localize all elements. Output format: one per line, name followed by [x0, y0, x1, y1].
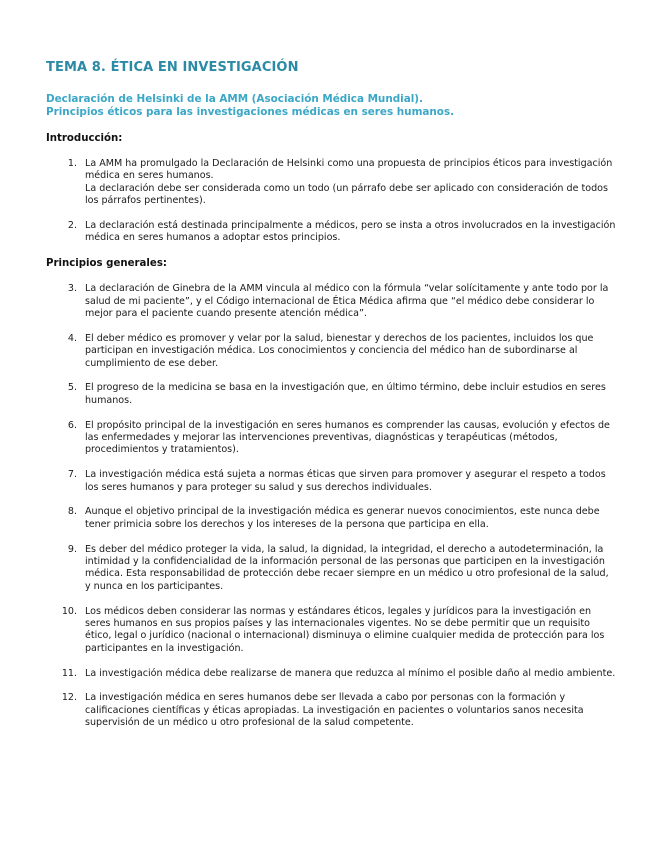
item-number: 4. — [67, 332, 77, 344]
item-number: 2. — [67, 220, 77, 232]
subtitle-line-1: Declaración de Helsinki de la AMM (Asociación Médica Mundial). — [46, 93, 423, 105]
item-number: 5. — [67, 382, 77, 394]
item-text: El propósito principal de la investigación en seres humanos es comprender las causas, evolución y efectos de las enfermedades y mejorar las intervenciones preventivas, diagnósticas y terapéuticas (métodos, procedimientos y tratamientos). — [85, 419, 610, 456]
document-page — [46, 60, 616, 742]
list-item — [46, 692, 616, 729]
item-number: 9. — [67, 543, 77, 555]
list-item — [46, 668, 616, 680]
item-number: 6. — [67, 419, 77, 431]
list-item — [46, 506, 616, 531]
subtitle-line-2: Principios éticos para las investigaciones médicas en seres humanos. — [46, 106, 455, 118]
list-item — [46, 544, 616, 594]
document-subtitle — [46, 93, 616, 119]
item-text: La declaración de Ginebra de la AMM vincula al médico con la fórmula “velar solícitamente y ante todo por la salud de mi paciente”, y el Código internacional de Ética Médica afirma que “el médico debe considerar lo mejor para el paciente cuando presente atención médica”. — [85, 283, 609, 320]
item-number: 8. — [67, 506, 77, 518]
list-item — [46, 158, 616, 208]
list-item — [46, 220, 616, 245]
item-text: La AMM ha promulgado la Declaración de Helsinki como una propuesta de principios éticos para investigación médica en seres humanos. — [85, 158, 613, 182]
list-item — [46, 606, 616, 656]
list-item — [46, 469, 616, 494]
general-principles-list — [46, 283, 616, 729]
item-number: 1. — [67, 158, 77, 169]
list-item — [46, 333, 616, 370]
intro-list — [46, 158, 616, 245]
item-text: La investigación médica está sujeta a normas éticas que sirven para promover y asegurar el respeto a todos los seres humanos y para proteger su salud y sus derechos individuales. — [85, 469, 606, 493]
item-number: 11. — [61, 667, 77, 679]
item-text: La investigación médica en seres humanos debe ser llevada a cabo por personas con la formación y calificaciones científicas y éticas apropiadas. La investigación en pacientes o voluntarios sanos necesita supervisión de un médico u otro profesional de la salud competente. — [85, 692, 584, 729]
list-item — [46, 420, 616, 457]
page-title: TEMA 8. ÉTICA EN INVESTIGACIÓN — [46, 60, 299, 75]
item-number: 10. — [61, 605, 77, 617]
item-number: 12. — [61, 692, 77, 704]
item-text: Es deber del médico proteger la vida, la salud, la dignidad, la integridad, el derecho a autodeterminación, la intimidad y la confidencialidad de la información personal de las personas que participen en la investigación médica. Esta responsabilidad de protección debe recaer siempre en un médico u otro profesional de la salud, y nunca en los participantes. — [85, 543, 609, 592]
item-number: 3. — [67, 283, 77, 295]
item-text: El deber médico es promover y velar por la salud, bienestar y derechos de los pacientes, incluidos los que participan en investigación médica. Los conocimientos y conciencia del médico han de subordinarse al cumplimiento de ese deber. — [85, 332, 594, 369]
item-text: Aunque el objetivo principal de la investigación médica es generar nuevos conocimientos, este nunca debe tener primicia sobre los derechos y los intereses de la persona que participa en ella. — [85, 506, 600, 530]
item-text: La declaración está destinada principalmente a médicos, pero se insta a otros involucrados en la investigación médica en seres humanos a adoptar estos principios. — [85, 220, 616, 244]
item-text: Los médicos deben considerar las normas y estándares éticos, legales y jurídicos para la investigación en seres humanos en sus propios países y las internacionales vigentes. No se debe permitir que un requisito ético, legal o jurídico (nacional o internacional) disminuya o elimine cualquier medida de protección para los participantes en la investigación. — [85, 605, 605, 654]
intro-heading: Introducción: — [46, 133, 123, 144]
general-principles-heading: Principios generales: — [46, 258, 167, 270]
list-item — [46, 283, 616, 320]
item-text: El progreso de la medicina se basa en la investigación que, en último término, debe incluir estudios en seres humanos. — [85, 382, 606, 406]
item-text-continuation: La declaración debe ser considerada como un todo (un párrafo debe ser aplicado con consideración de todos los párrafos pertinentes). — [85, 182, 608, 207]
list-item — [46, 382, 616, 407]
item-number: 7. — [67, 469, 77, 481]
item-text: La investigación médica debe realizarse de manera que reduzca al mínimo el posible daño al medio ambiente. — [85, 667, 616, 679]
